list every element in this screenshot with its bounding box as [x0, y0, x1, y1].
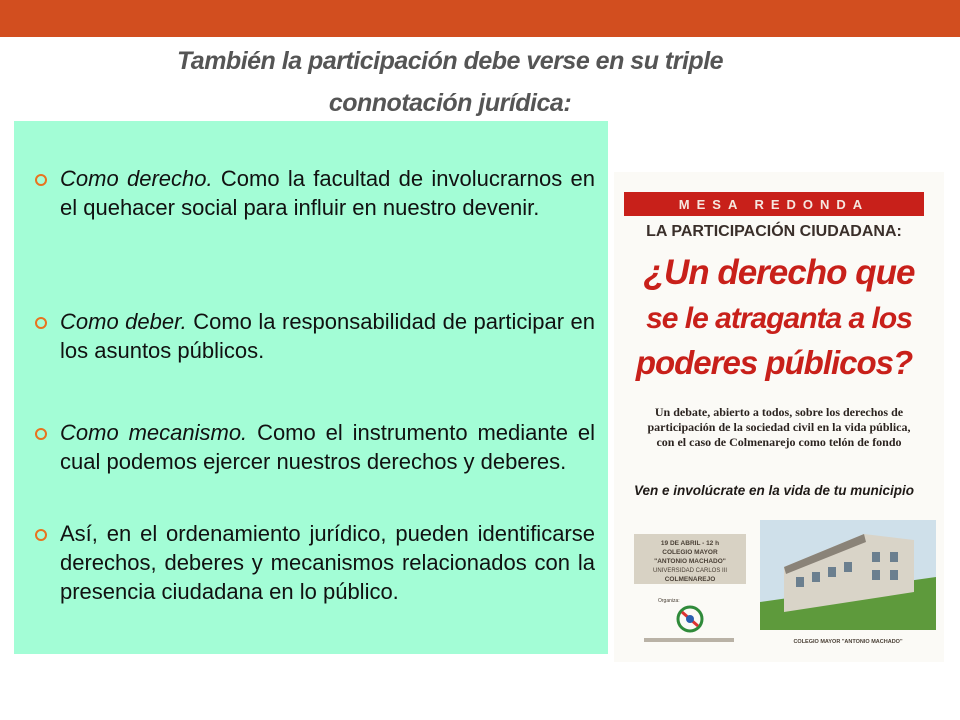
slide-title	[60, 40, 840, 124]
bullet-circle-icon	[35, 428, 47, 440]
bullet-circle-icon	[35, 174, 47, 186]
slide-title-line-1: También la participación debe verse en su triple	[176, 47, 724, 75]
bullet-circle-icon	[35, 317, 47, 329]
poster-organiza-label: Organiza:	[658, 598, 680, 604]
poster-description-line-3: con el caso de Colmenarejo como telón de fondo	[656, 435, 902, 449]
slide-title-line-2: connotación jurídica:	[328, 89, 572, 117]
poster-sponsor-strip	[644, 638, 734, 642]
bullet-lead: Como deber.	[60, 309, 187, 334]
poster-subtitle: LA PARTICIPACIÓN CIUDADANA:	[646, 223, 902, 240]
bullet-item-mecanismo	[35, 418, 595, 476]
bullet-lead: Como mecanismo.	[60, 420, 248, 445]
bullet-text: Como la responsabilidad de participar en los asuntos públicos.	[60, 309, 595, 363]
bullet-item-derecho	[35, 164, 595, 222]
poster-headline-line-3: poderes públicos?	[635, 344, 913, 381]
poster-event-venue-name: "ANTONIO MACHADO"	[654, 558, 726, 565]
poster-slogan: Ven e involúcrate en la vida de tu municipio	[633, 483, 915, 498]
poster-description-line-2: participación de la sociedad civil en la vida pública,	[647, 420, 911, 434]
poster-event-town: COLMENAREJO	[664, 576, 716, 583]
poster-event-venue: COLEGIO MAYOR	[662, 549, 718, 556]
bullet-item-ordenamiento	[35, 519, 595, 606]
top-accent-bar	[0, 0, 960, 37]
bullet-lead: Como derecho.	[60, 166, 213, 191]
poster-banner-text: MESA REDONDA	[678, 197, 870, 212]
bullet-text: Como el instrumento mediante el cual podemos ejercer nuestros derechos y deberes.	[60, 420, 596, 474]
poster-footer-text: COLEGIO MAYOR "ANTONIO MACHADO"	[793, 639, 903, 645]
poster-event-date: 19 DE ABRIL - 12 h	[660, 540, 720, 547]
bullet-text: Como la facultad de involucrarnos en el quehacer social para influir en nuestro devenir.	[60, 166, 595, 220]
poster-description-line-1: Un debate, abierto a todos, sobre los derechos de	[654, 405, 904, 419]
poster-headline-line-1: ¿Un derecho que	[643, 253, 915, 292]
poster-headline-line-2: se le atraganta a los	[646, 302, 912, 335]
bullet-item-deber	[35, 307, 595, 365]
event-poster-image	[614, 172, 944, 662]
bullet-text: Así, en el ordenamiento jurídico, pueden identificarse derechos, deberes y mecanismos relacionados con la presencia ciudadana en lo público.	[60, 521, 595, 604]
bullet-circle-icon	[35, 529, 47, 541]
poster-building-photo	[760, 520, 936, 630]
poster-event-university: UNIVERSIDAD CARLOS III	[652, 568, 728, 574]
content-box	[14, 121, 608, 654]
